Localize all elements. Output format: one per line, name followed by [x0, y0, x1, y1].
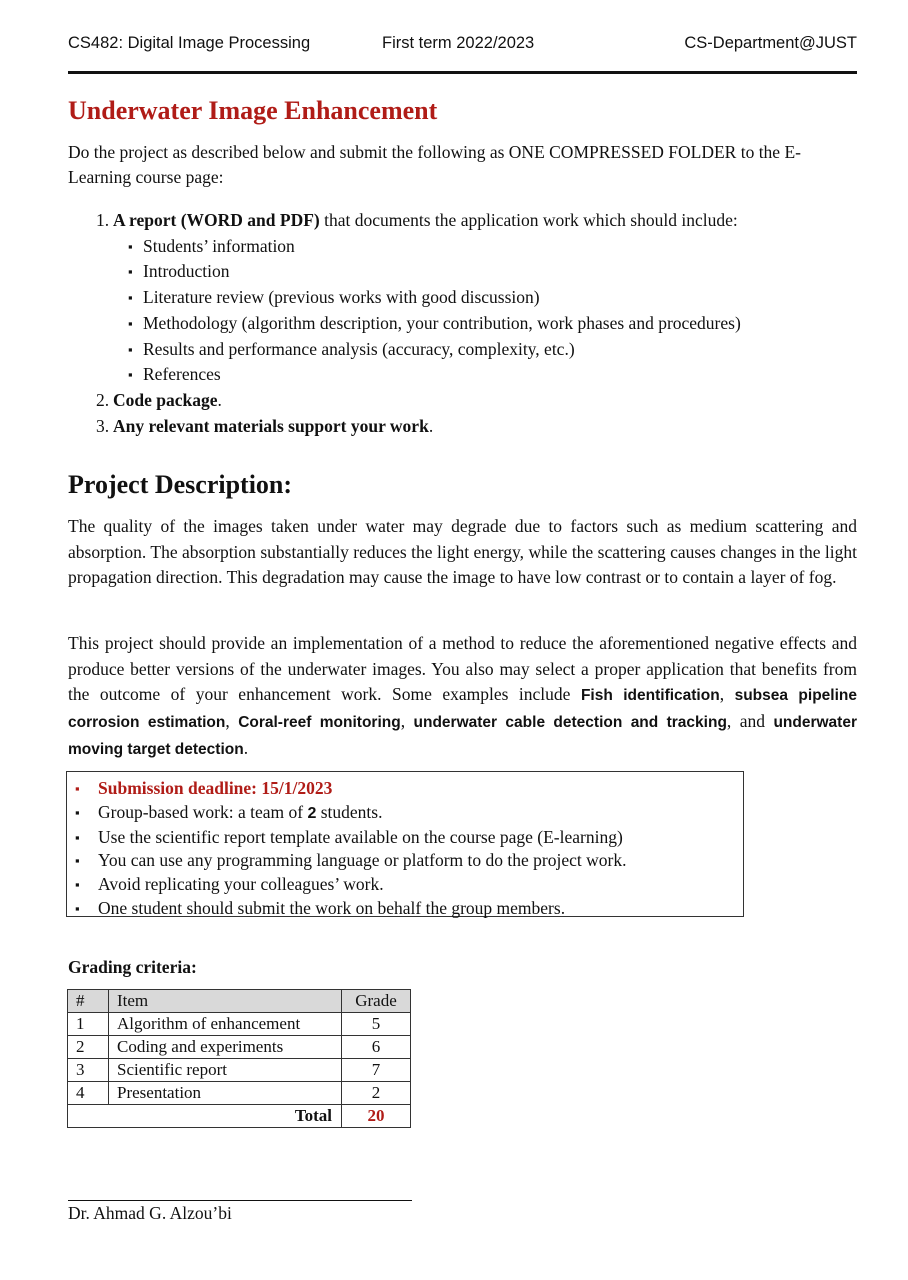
header-item: Item — [109, 990, 342, 1013]
page-header — [68, 34, 857, 58]
example-application: Fish identification — [580, 687, 720, 705]
note-item: ▪ Avoid replicating your colleagues’ work. — [75, 873, 743, 897]
report-contents-list — [96, 234, 856, 388]
header-grade: Grade — [342, 990, 411, 1013]
example-application: subsea pipeline corrosion estimation — [68, 687, 857, 732]
paragraph-text: This project should provide an implementation of a method to reduce the aforementioned negative effects and produce better versions of the underwater images. You also may select a proper application that benefits from the outcome of your enhancement work. Some examples include — [68, 633, 857, 705]
requirement-rest: that documents the application work which should include: — [319, 210, 738, 230]
description-paragraph-1: The quality of the images taken under water may degrade due to factors such as medium scattering and absorption. The absorption substantially reduces the light energy, while the scattering causes changes in the light propagation direction. This degradation may cause the image to have low contrast or to contain a layer of fog. — [68, 516, 857, 588]
separator: , — [400, 711, 414, 732]
grading-title: Grading criteria: — [68, 957, 197, 977]
header-number: # — [68, 990, 109, 1013]
row-grade: 5 — [342, 1013, 411, 1036]
total-label: Total — [68, 1105, 342, 1128]
notes-list — [67, 772, 743, 921]
submission-deadline: ▪ Submission deadline: 15/1/2023 — [75, 777, 743, 801]
document-title: Underwater Image Enhancement — [68, 96, 438, 125]
note-item: ▪ Use the scientific report template available on the course page (E-learning) — [75, 826, 743, 850]
row-grade: 7 — [342, 1059, 411, 1082]
row-number: 3 — [68, 1059, 109, 1082]
header-course: CS482: Digital Image Processing — [68, 34, 311, 52]
requirement-rest: . — [428, 415, 434, 436]
row-grade: 2 — [342, 1082, 411, 1105]
total-row — [68, 1105, 411, 1128]
total-value: 20 — [342, 1105, 411, 1128]
requirement-item — [96, 388, 856, 414]
project-description-heading: Project Description: — [68, 470, 293, 499]
requirement-item — [96, 414, 856, 440]
example-application: underwater moving target detection — [68, 714, 857, 758]
note-text: students. — [316, 801, 383, 822]
example-application: underwater cable detection and tracking — [413, 714, 727, 732]
separator: . — [243, 737, 249, 758]
team-size: 2 — [307, 804, 317, 822]
requirement-number: 3. — [96, 415, 110, 436]
note-text: Group-based work: a team of — [98, 801, 308, 822]
table-row — [68, 1082, 411, 1105]
header-department: CS-Department@JUST — [684, 34, 857, 52]
example-application: Coral-reef monitoring — [238, 714, 401, 732]
row-item: Coding and experiments — [109, 1036, 342, 1059]
report-content-item: ▪ Results and performance analysis (accuracy, complexity, etc.) — [128, 337, 856, 363]
grading-table — [67, 989, 411, 1128]
row-item: Scientific report — [109, 1059, 342, 1082]
separator: , and — [726, 711, 774, 732]
row-number: 4 — [68, 1082, 109, 1105]
table-header-row — [68, 990, 411, 1013]
requirement-bold: A report (WORD and PDF) — [113, 210, 320, 230]
report-content-item: ▪ Students’ information — [128, 234, 856, 260]
separator: , — [719, 684, 735, 705]
table-row — [68, 1013, 411, 1036]
signature-name: Dr. Ahmad G. Alzou’bi — [68, 1203, 232, 1223]
report-content-item: ▪ References — [128, 362, 856, 388]
report-content-item: ▪ Methodology (algorithm description, your contribution, work phases and procedures) — [128, 311, 856, 337]
row-number: 1 — [68, 1013, 109, 1036]
table-row — [68, 1036, 411, 1059]
requirements-list — [96, 208, 856, 439]
header-term: First term 2022/2023 — [382, 34, 535, 52]
requirement-bold: Any relevant materials support your work — [113, 415, 429, 436]
header-rule — [68, 71, 857, 74]
requirement-number: 2. — [96, 389, 110, 410]
separator: , — [225, 711, 239, 732]
signature-line — [68, 1200, 412, 1201]
requirement-number: 1. — [96, 210, 110, 230]
report-content-item: ▪ Literature review (previous works with good discussion) — [128, 285, 856, 311]
row-item: Presentation — [109, 1082, 342, 1105]
intro-paragraph: Do the project as described below and submit the following as ONE COMPRESSED FOLDER to the E-Learning course page: — [68, 142, 801, 187]
row-number: 2 — [68, 1036, 109, 1059]
report-content-item: ▪ Introduction — [128, 259, 856, 285]
table-row — [68, 1059, 411, 1082]
note-item — [75, 801, 743, 826]
requirement-rest: . — [217, 389, 222, 410]
submission-notes-box — [66, 771, 744, 917]
requirement-bold: Code package — [113, 389, 218, 410]
description-paragraph-2 — [68, 631, 857, 763]
note-item: ▪ You can use any programming language or platform to do the project work. — [75, 849, 743, 873]
note-item: ▪ One student should submit the work on behalf the group members. — [75, 897, 743, 921]
requirement-item — [96, 208, 856, 388]
row-grade: 6 — [342, 1036, 411, 1059]
row-item: Algorithm of enhancement — [109, 1013, 342, 1036]
